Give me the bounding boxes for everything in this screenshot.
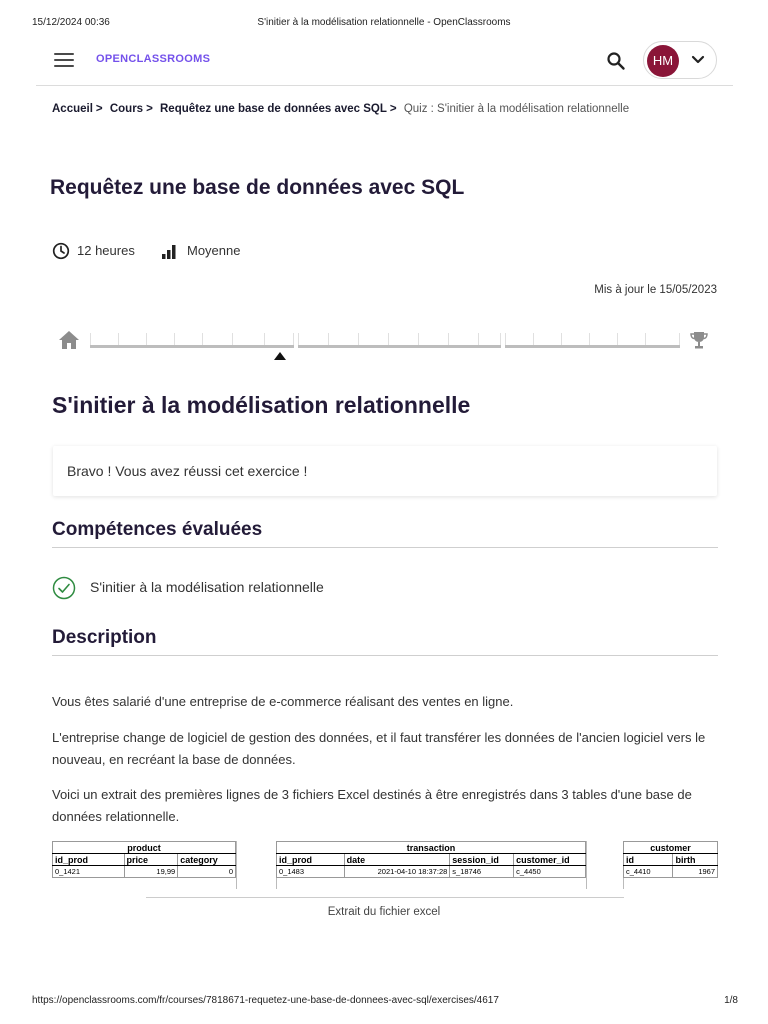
progress-chapter-tick[interactable] — [388, 333, 389, 345]
excel-column-header: price — [124, 854, 178, 866]
progress-part-2[interactable] — [298, 345, 501, 348]
excel-cell: c_4410 — [624, 866, 673, 878]
competences-heading: Compétences évaluées — [52, 519, 718, 548]
progress-chapter-tick[interactable] — [328, 333, 329, 345]
breadcrumb-link-courses[interactable]: Cours — [109, 103, 144, 115]
course-progress-bar — [52, 326, 718, 362]
excel-column-header: id_prod — [277, 854, 345, 866]
progress-part-3[interactable] — [505, 345, 680, 348]
progress-chapter-tick[interactable] — [561, 333, 562, 345]
top-navigation-bar — [36, 40, 733, 86]
excel-column-header: session_id — [450, 854, 514, 866]
success-message: Bravo ! Vous avez réussi cet exercice ! — [67, 463, 308, 479]
excel-cell: 0_1421 — [53, 866, 125, 878]
excel-grid-line — [146, 897, 624, 898]
progress-chapter-tick[interactable] — [90, 333, 91, 345]
excel-cell: s_18746 — [450, 866, 514, 878]
description-heading: Description — [52, 627, 718, 656]
excel-column-header: birth — [673, 854, 718, 866]
progress-chapter-tick[interactable] — [202, 333, 203, 345]
clock-icon — [52, 242, 70, 260]
competence-label: S'initier à la modélisation relationnelle — [90, 579, 324, 595]
excel-cell: 1967 — [673, 866, 718, 878]
success-message-box — [53, 446, 717, 496]
progress-chapter-tick[interactable] — [358, 333, 359, 345]
breadcrumb — [52, 103, 629, 115]
print-page-count: 1/8 — [724, 995, 738, 1006]
progress-chapter-tick[interactable] — [589, 333, 590, 345]
last-updated: Mis à jour le 15/05/2023 — [594, 284, 717, 296]
breadcrumb-separator: > — [146, 103, 153, 115]
progress-part-1[interactable] — [90, 345, 294, 348]
progress-chapter-tick[interactable] — [174, 333, 175, 345]
progress-chapter-tick[interactable] — [533, 333, 534, 345]
progress-chapter-tick[interactable] — [645, 333, 646, 345]
breadcrumb-separator: > — [389, 103, 397, 115]
excel-column-header: id_prod — [53, 854, 125, 866]
excel-table-product — [52, 841, 236, 878]
description-paragraph: L'entreprise change de logiciel de gestion des données, et il faut transférer les données de l'ancien logiciel vers le nouveau, en recréant la base de données. — [52, 730, 706, 767]
excel-table-customer — [623, 841, 718, 878]
excel-grid-line — [586, 841, 587, 889]
print-page-title: S'initier à la modélisation relationnelle - OpenClassrooms — [257, 17, 511, 28]
breadcrumb-link-course[interactable]: Requêtez une base de données avec SQL — [160, 103, 387, 115]
excel-grid-line — [236, 841, 237, 889]
progress-chapter-tick[interactable] — [500, 333, 501, 345]
excel-column-header: customer_id — [514, 854, 586, 866]
excel-table-name: transaction — [277, 842, 586, 854]
print-header — [0, 17, 768, 31]
openclassrooms-logo[interactable]: OPENCLASSROOMS — [96, 53, 211, 65]
progress-chapter-tick[interactable] — [118, 333, 119, 345]
excel-column-header: date — [344, 854, 450, 866]
progress-chapter-tick[interactable] — [617, 333, 618, 345]
excel-cell: 0 — [178, 866, 236, 878]
print-datetime: 15/12/2024 00:36 — [32, 17, 110, 28]
course-title: Requêtez une base de données avec SQL — [50, 176, 465, 199]
progress-chapter-tick[interactable] — [679, 333, 680, 345]
print-url: https://openclassrooms.com/fr/courses/7818671-requetez-une-base-de-donnees-avec-sql/exercises/4617 — [32, 995, 499, 1006]
progress-chapter-tick[interactable] — [448, 333, 449, 345]
avatar[interactable]: HM — [647, 45, 679, 77]
excel-cell: 19,99 — [124, 866, 178, 878]
excel-column-header: id — [624, 854, 673, 866]
description-paragraph: Voici un extrait des premières lignes de 3 fichiers Excel destinés à être enregistrés dans 3 tables d'une base de données relationnelle. — [52, 787, 692, 824]
trophy-icon[interactable] — [689, 330, 709, 350]
breadcrumb-separator: > — [95, 103, 103, 115]
excel-extract — [52, 841, 718, 901]
breadcrumb-link-home[interactable]: Accueil — [52, 103, 93, 115]
description-paragraph: Vous êtes salarié d'une entreprise de e-commerce réalisant des ventes en ligne. — [52, 694, 514, 709]
excel-cell: 0_1483 — [277, 866, 345, 878]
chevron-down-icon[interactable] — [691, 55, 705, 65]
progress-chapter-tick[interactable] — [478, 333, 479, 345]
excel-cell: 2021-04-10 18:37:28 — [344, 866, 450, 878]
progress-chapter-tick[interactable] — [264, 333, 265, 345]
hamburger-icon[interactable] — [54, 53, 74, 69]
excel-column-header: category — [178, 854, 236, 866]
current-position-marker — [274, 352, 286, 360]
progress-chapter-tick[interactable] — [418, 333, 419, 345]
progress-chapter-tick[interactable] — [505, 333, 506, 345]
excel-cell: c_4450 — [514, 866, 586, 878]
quiz-title: S'initier à la modélisation relationnelle — [52, 392, 471, 418]
progress-chapter-tick[interactable] — [293, 333, 294, 345]
excel-table-transaction — [276, 841, 586, 878]
check-circle-icon — [52, 576, 76, 600]
progress-chapter-tick[interactable] — [232, 333, 233, 345]
course-level: Moyenne — [187, 243, 241, 258]
home-icon[interactable] — [58, 330, 80, 350]
breadcrumb-current: Quiz : S'initier à la modélisation relationnelle — [403, 103, 630, 115]
excel-caption: Extrait du fichier excel — [327, 906, 441, 918]
course-duration: 12 heures — [77, 243, 135, 258]
user-menu-button[interactable] — [643, 41, 717, 79]
excel-table-name: customer — [624, 842, 718, 854]
progress-chapter-tick[interactable] — [146, 333, 147, 345]
search-icon[interactable] — [606, 51, 626, 71]
progress-chapter-tick[interactable] — [298, 333, 299, 345]
difficulty-level-icon — [162, 245, 176, 259]
excel-table-name: product — [53, 842, 236, 854]
